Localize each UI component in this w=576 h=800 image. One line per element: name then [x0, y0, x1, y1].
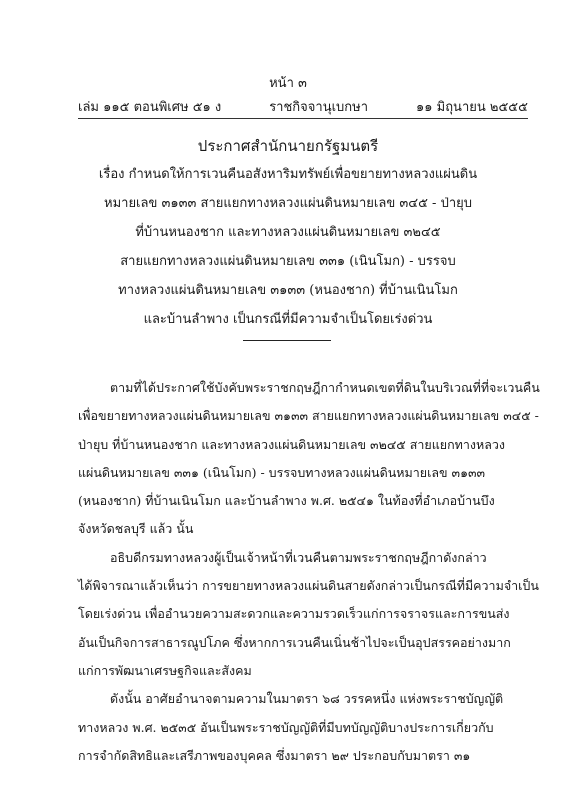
body-line: (หนองชาก) ที่บ้านเนินโมก และบ้านลำพาง พ.ศ. ๒๕๔๑ ในท้องที่อำเภอบ้านบึง	[78, 493, 495, 509]
announcement-body	[78, 374, 540, 770]
volume-info: เล่ม ๑๑๕ ตอนพิเศษ ๕๑ ง	[78, 100, 222, 115]
body-line: จังหวัดชลบุรี แล้ว นั้น	[78, 521, 194, 537]
header-divider	[78, 118, 528, 119]
body-line: อธิบดีกรมทางหลวงผู้เป็นเจ้าหน้าที่เวนคืนตามพระราชกฤษฎีกาดังกล่าว	[110, 549, 487, 565]
announcement-title: ประกาศสำนักนายกรัฐมนตรี	[197, 137, 379, 155]
subject-line: ทางหลวงแผ่นดินหมายเลข ๓๑๓๓ (หนองชาก) ที่บ้านเนินโมก	[118, 283, 458, 298]
body-line: ดังนั้น อาศัยอำนาจตามความในมาตรา ๖๘ วรรคหนึ่ง แห่งพระราชบัญญัติ	[110, 691, 504, 707]
page-number: หน้า ๓	[269, 76, 307, 91]
body-line: อันเป็นกิจการสาธารณูปโภค ซึ่งหากการเวนคืนเนิ่นช้าไปจะเป็นอุปสรรคอย่างมาก	[78, 634, 511, 650]
body-line: ได้พิจารณาแล้วเห็นว่า การขยายทางหลวงแผ่นดินสายดังกล่าวเป็นกรณีที่มีความจำเป็น	[78, 578, 539, 594]
body-line: ป่ายุบ ที่บ้านหนองชาก และทางหลวงแผ่นดินหมายเลข ๓๒๔๕ สายแยกทางหลวง	[78, 436, 506, 452]
subject-line: เรื่อง กำหนดให้การเวนคืนอสังหาริมทรัพย์เพื่อขยายทางหลวงแผ่นดิน	[98, 167, 478, 182]
gazette-name: ราชกิจจานุเบกษา	[269, 100, 369, 115]
announcement-subject	[0, 160, 576, 334]
subject-line: สายแยกทางหลวงแผ่นดินหมายเลข ๓๓๑ (เนินโมก) - บรรจบ	[120, 254, 456, 269]
body-line: การจำกัดสิทธิและเสรีภาพของบุคคล ซึ่งมาตรา ๒๙ ประกอบกับมาตรา ๓๑	[78, 747, 471, 763]
title-divider	[243, 340, 331, 341]
subject-line: และบ้านลำพาง เป็นกรณีที่มีความจำเป็นโดยเร่งด่วน	[143, 312, 433, 327]
body-line: ตามที่ได้ประกาศใช้บังคับพระราชกฤษฎีกากำหนดเขตที่ดินในบริเวณที่ที่จะเวนคืน	[110, 380, 540, 395]
gazette-header	[78, 96, 528, 117]
body-line: โดยเร่งด่วน เพื่ออำนวยความสะดวกและความรวดเร็วแก่การจราจรและการขนส่ง	[78, 606, 510, 622]
body-line: ทางหลวง พ.ศ. ๒๕๓๕ อันเป็นพระราชบัญญัติที่มีบทบัญญัติบางประการเกี่ยวกับ	[78, 719, 494, 735]
subject-line: หมายเลข ๓๑๓๓ สายแยกทางหลวงแผ่นดินหมายเลข ๓๔๕ - ป่ายุบ	[104, 196, 472, 211]
subject-line: ที่บ้านหนองชาก และทางหลวงแผ่นดินหมายเลข ๓๒๔๕	[135, 225, 441, 240]
body-line: แผ่นดินหมายเลข ๓๓๑ (เนินโมก) - บรรจบทางหลวงแผ่นดินหมายเลข ๓๑๓๓	[78, 464, 486, 480]
publication-date: ๑๑ มิถุนายน ๒๕๕๕	[415, 100, 528, 115]
body-line: แก่การพัฒนาเศรษฐกิจและสังคม	[78, 662, 252, 678]
body-line: เพื่อขยายทางหลวงแผ่นดินหมายเลข ๓๑๓๓ สายแยกทางหลวงแผ่นดินหมายเลข ๓๔๕ -	[78, 408, 539, 424]
